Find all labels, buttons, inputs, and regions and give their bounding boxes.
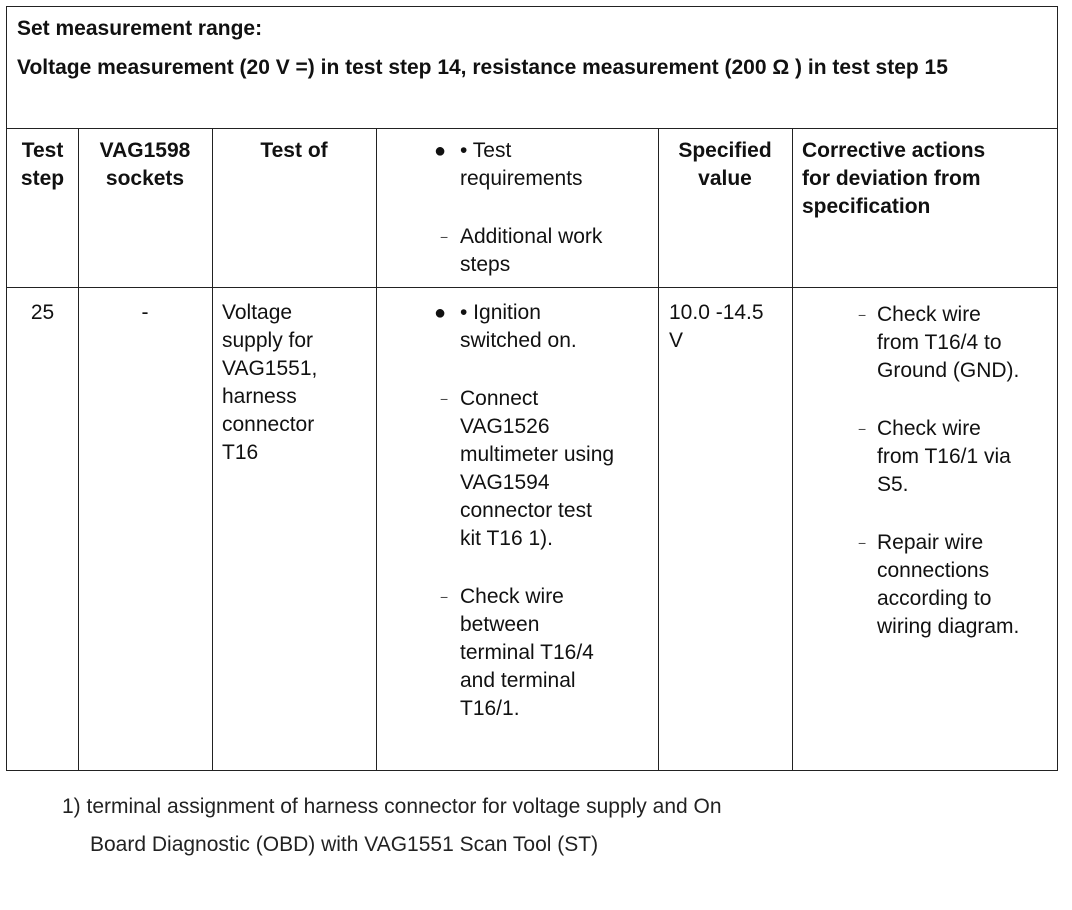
col-header-test-step: Test step — [20, 139, 65, 190]
dash-icon: − — [440, 589, 449, 605]
bullet-icon: ● — [434, 302, 447, 324]
dash-icon: − — [858, 307, 867, 323]
dash-icon: − — [858, 535, 867, 551]
col-header-specified: Specified value — [678, 139, 772, 190]
work-step: − Connect VAG1526 multimeter using VAG1594 connector test kit T16 1). — [440, 387, 615, 550]
footnote-line-2: Board Diagnostic (OBD) with VAG1551 Scan Tool (ST) — [90, 833, 599, 856]
row-corrective-actions — [792, 301, 1057, 641]
test-table — [6, 6, 1058, 771]
header-row-divider — [7, 287, 1057, 288]
row-test-step: 25 — [30, 301, 55, 324]
corrective-item: − Repair wire connections according to wiring diagram. — [858, 531, 1020, 638]
row-specified-value: 10.0 -14.5 V — [669, 301, 764, 352]
col-header-sockets: VAG1598 sockets — [99, 139, 191, 190]
column-divider — [212, 129, 213, 770]
dash-icon: − — [440, 229, 449, 245]
work-step: − Check wire between terminal T16/4 and terminal T16/1. — [440, 585, 594, 720]
dash-icon: − — [440, 391, 449, 407]
col-header-requirements: ● • Test requirements − Additional work steps — [434, 139, 603, 276]
measurement-range-title: Set measurement range: — [17, 17, 263, 40]
corrective-item: − Check wire from T16/1 via S5. — [858, 417, 1011, 496]
row-sockets: - — [141, 301, 149, 324]
row-requirements: ● • Ignition switched on. − Connect VAG1526 multimeter using VAG1594 connector test kit T16 1). − Check wire between terminal T16/4 and terminal T16/1. — [376, 299, 658, 723]
corrective-item: − Check wire from T16/4 to Ground (GND). — [858, 303, 1020, 382]
column-divider — [78, 129, 79, 770]
table-header-box — [7, 7, 1057, 129]
row-test-of: Voltage supply for VAG1551, harness connector T16 — [222, 301, 318, 464]
col-header-test-of: Test of — [260, 139, 328, 162]
measurement-range-description: Voltage measurement (20 V =) in test step 14, resistance measurement (200 Ω ) in test step 15 — [17, 56, 948, 79]
dash-icon: − — [858, 421, 867, 437]
bullet-icon: ● — [434, 140, 447, 162]
footnote — [62, 788, 722, 864]
col-header-corrective: Corrective actions for deviation from specification — [802, 139, 986, 218]
column-divider — [658, 129, 659, 770]
footnote-line-1: 1) terminal assignment of harness connector for voltage supply and On — [62, 795, 722, 818]
